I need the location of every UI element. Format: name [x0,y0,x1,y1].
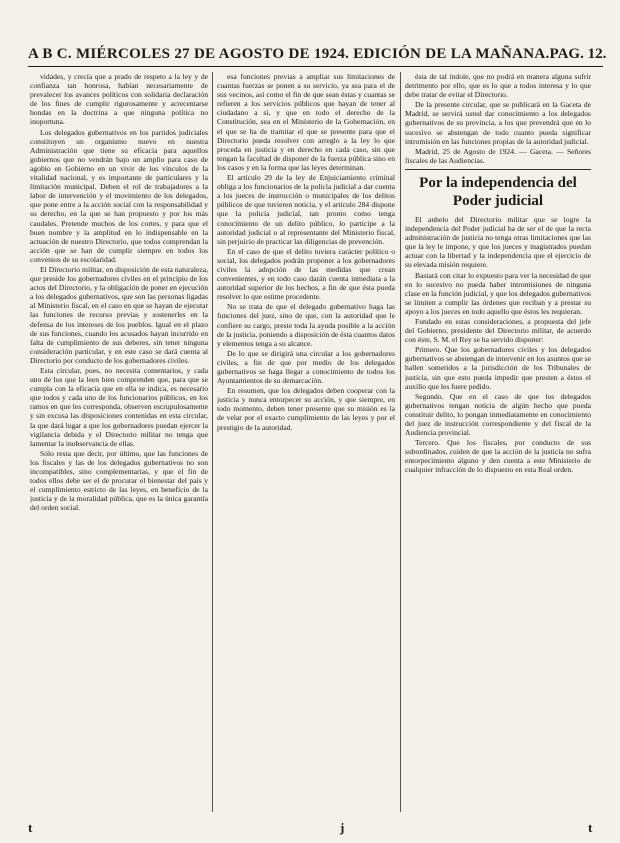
column-3 [405,72,591,812]
page-footer [28,820,603,838]
column-2-paragraph: No se trata de que el delegado gubernativo haga las funciones del juez, sino de que, con la autoridad que le confiere su cargo, preste toda la ayuda posible a la acción de la justicia, poniendo a disposición de ésta cuantos datos y elementos tenga a su alcance. [217,302,395,348]
section-title: Por la independencia del Poder judicial [419,174,577,209]
column-divider-2 [400,72,401,812]
page-number: PAG. 12. [549,45,607,62]
column-1-paragraph: Los delegados gubernativos en los partidos judiciales constituyen un organismo nuevo en nuestra Administración que tiene su eficacia para aquellos gobiernos que no vendrán bajo un amplio para caso de agobio en Gobierno en un vivir de los vínculos de la vitalidad nacional, y es importante de particulares y la limitación municipal. Deben el rol de trabajadores a la labor de intervención y el movimiento de los delegados, que pone entre a la acción social con la responsabilidad y su derecho, en la que se han propuesto y por los más caudales. Pretende muchos de los cortes, y para que el buen nombre y la amplitud en lo indispensable en la actuación de nuestro Directorio, que todos comprendan la acción que se han de cumplir siempre en todos los convenios de su escolaridad. [30,127,208,264]
column-3-paragraph: Segundo. Que en el caso de que los delegados gubernativos tengan noticia de algún hecho que pueda constituir delito, lo pongan inmediatamente en conocimiento del juez de instrucción correspondiente y del fiscal de la Audiencia provincial. [405,391,591,438]
column-3-paragraph: ésta de tal índole, que no podrá en manera alguna sufrir detrimento por ello, que es lo que a todos interesa y lo que debe tratar de evitar el Directorio. [405,72,591,100]
column-3-paragraph: Bastará con citar lo expuesto para ver la necesidad de que en lo sucesivo no pueda haber intromisiones de ninguna clase en la función judicial, y que los delegados gubernativos se limiten a cumplir las órdenes que reciban y a prestar su apoyo a los jueces en todo aquello que éstos les requieran. [405,270,591,316]
column-1-paragraph: El Directorio militar, en disposición de esta naturaleza, que preside los gobernadores civiles en el principio de los actos del Directorio, y la obligación de poner en ejecución a los delegados gubernativos, que son las personas ligadas al Ministerio fiscal, en el caso en que se hayan de ejecutar las funciones de recurso previas y sostenerles en la defensa de los intereses de los pueblos. Igual en el plazo de sus funciones, cuando los acusados hayan incurrido en falta de cumplimiento de sus deberes, sin tener ninguna consideración particular, y en este caso se dará cuenta al Directorio por conducto de los gobernadores civiles. [30,264,208,365]
footer-mark-right: t [588,820,593,835]
footer-mark-left: t [28,820,33,835]
footer-mark-center: j [340,820,345,835]
column-1 [30,72,208,812]
column-2-paragraph: De lo que se dirigirá una circular a los gobernadores civiles, a fin de que por medio de los delegados gubernativos se haga llegar a conocimiento de todos los Ayuntamientos de su demarcación. [217,348,395,386]
column-divider-1 [212,72,213,812]
column-2-paragraph: En el caso de que el delito tuviera carácter político o social, los delegados podrán proponer a los gobernadores civiles la adopción de las medidas que crean convenientes, y en todo caso darán cuenta inmediata a la autoridad superior de los hechos, a fin de que ésta pueda resolver lo que estime procedente. [217,246,395,302]
column-1-paragraph: Sólo resta que decir, por último, que las funciones de los fiscales y las de los delegados gubernativos no son incompatibles, sino complementarias, y que el fin de todos ellos debe ser el de procurar el bienestar del país y el cumplimiento estricto de las leyes, en beneficio de la justicia y de la moralidad pública, que es la única garantía del orden social. [30,448,208,513]
column-2 [217,72,395,812]
column-3-paragraph: Tercero. Que los fiscales, por conducto de sus subordinados, cuiden de que la acción de la justicia no sufra entorpecimiento alguno y den cuenta a este Ministerio de cualquier infracción de lo dispuesto en esta Real orden. [405,438,591,475]
column-3-paragraph: Primero. Que los gobernadores civiles y los delegados gubernativos se abstengan de intervenir en los asuntos que se hallen sometidos a la jurisdicción de los Tribunales de justicia, sin que esto pueda impedir que presten a éstos el auxilio que les fuere pedido. [405,345,591,391]
column-3-paragraph: Fundado en estas consideraciones, a propuesta del jefe del Gobierno, presidente del Directorio militar, de acuerdo con éste, S. M. el Rey se ha servido disponer: [405,316,591,345]
column-3-paragraph: De la presente circular, que se publicará en la Gaceta de Madrid, se servirá usted dar conocimiento a los delegados gubernativos de su provincia, a los que prevendrá que en lo sucesivo se abstengan de todo cuanto pueda significar intromisión en las funciones propias de la autoridad judicial. [405,100,591,146]
column-3-paragraph: El anhelo del Directorio militar que se logre la independencia del Poder judicial ha de ser el de que la recta administración de justicia no tenga otras limitaciones que las que la ley le impone, y que los jueces y magistrados puedan actuar con la libertad y la independencia que el ejercicio de su elevada misión requiere. [405,214,591,270]
column-2-paragraph: En resumen, que los delegados deben cooperar con la justicia y nunca entorpecer su acción, y que siempre, en todo momento, deben tener presente que su misión es la de velar por el exacto cumplimiento de las leyes y por el prestigio de la autoridad. [217,386,395,432]
page-header [28,42,607,67]
column-2-paragraph: esa funciones previas a ampliar sus limitaciones de cuantas fuerzas se ponen a su servicio, ya sea para el de sus vecinos, así como el fin de que sean éstas y cuantas se refieren a los servicios públicos que hayan de tener al ciudadano a sí, y que en todo el derecho de la Constitución, sea en el Ministerio de la Gobernación, en el que se ha de tramitar el que se presente para que el Directorio pueda resolver con arreglo a la ley lo que proceda en justicia y en derecho en cada caso, sin que tengan la facultad de disponer de la fuerza pública sino en los casos y en la forma que las leyes determinan. [217,72,395,172]
column-1-paragraph: Esta circular, pues, no necesita comentarios, y cada uno de los que la leen bien comprenden que, para que se cumpla con la eficacia que en ella se indica, es necesario que todos y cada uno de los funcionarios públicos, en los ramos en que les corresponda, observen escrupulosamente y sin excusa las disposiciones contenidas en esta circular, la que dará lugar a que los gobernadores puedan ejercer la vigilancia debida y el Directorio militar no tenga que lamentar la inobservancia de ellas. [30,366,208,448]
column-2-paragraph: El artículo 29 de la ley de Enjuiciamiento criminal obliga a los funcionarios de la policía judicial a dar cuenta a los jueces de instrucción o municipales de los delitos públicos de que tuvieren noticia, y el artículo 284 dispone que la policía judicial, tan pronto como tenga conocimiento de un delito público, lo participe a la autoridad judicial o al representante del Ministerio fiscal, sin perjuicio de practicar las diligencias de prevención. [217,173,395,246]
header-title: A B C. MIÉRCOLES 27 DE AGOSTO DE 1924. EDICIÓN DE LA MAÑANA. [28,45,550,62]
column-1-paragraph: vidades, y crecía que a prado de respeto a la ley y de confianza tan honrosa, habían necesariamente de prevalecer los avances políticos con solidaria declaración de los fines de cumplir rigurosamente y acrecentarse hondas en la doctrina a que ninguna política no inoportuna. [30,72,208,127]
column-3-paragraph: Madrid, 25 de Agosto de 1924. — Gaceta. — Señores fiscales de las Audiencias. [405,146,591,165]
section-rule [405,169,591,170]
